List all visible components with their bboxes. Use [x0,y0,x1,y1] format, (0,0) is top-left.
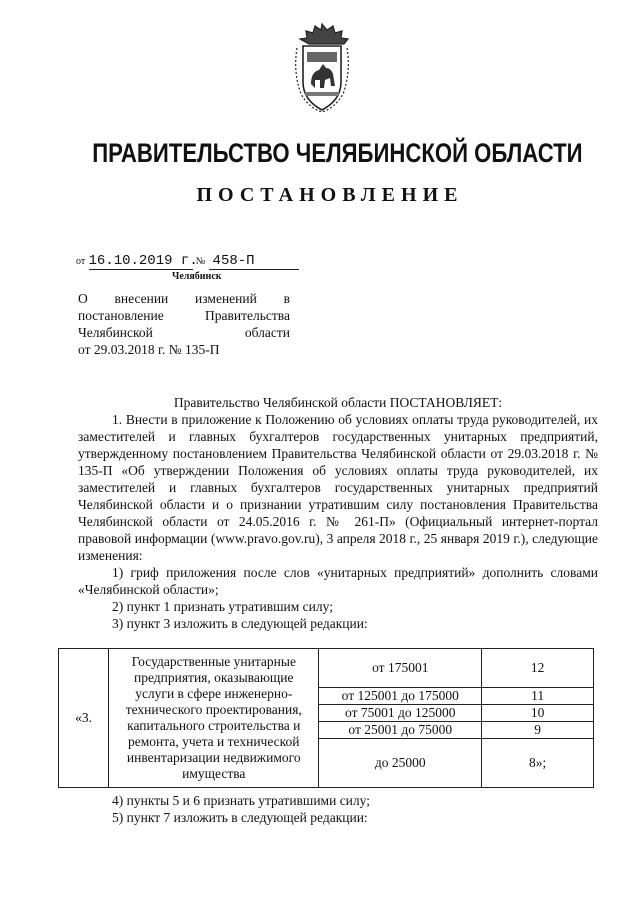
from-label: от [76,256,86,267]
item-5: 5) пункт 7 изложить в следующей редакции: [112,810,368,825]
subject-line: Челябинской области [78,325,290,340]
subject-line: от 29.03.2018 г. № 135-П [78,342,220,357]
table-value: 11 [482,688,594,705]
paragraph-1: 1. Внести в приложение к Положению об условиях оплаты труда руководителей, их заместителей и главных бухгалтеров государственных унитарных предприятий, утвержденному постановлением Правительства Челябинской области от 29.03.2018 г. № 135-П «Об утверждении Положения об условиях оплаты труда руководителей, их заместителей и главных бухгалтеров государственных унитарных предприятий Челябинской области и о признании утратившим силу постановления Правительства Челябинской области от 24.05.2016 г. № 261-П» (Официальный интернет-портал правовой информации (www.pravo.gov.ru), 3 апреля 2018 г., 25 января 2019 г.), следующие изменения: [78,412,598,563]
document-date: 16.10.2019 г. [88,253,198,269]
table-category: Государственные унитарные предприятия, оказывающие услуги в сфере инженерно-технического проектирования, капитального строительства и ремонта, учета и технической инвентаризации недвижимого имущества [109,649,319,788]
table-value: 10 [482,705,594,722]
table-value: 12 [482,649,594,688]
document-continuation [78,792,598,826]
table-value: 9 [482,722,594,739]
item-1: 1) гриф приложения после слов «унитарных предприятий» дополнить словами «Челябинской области»; [78,565,598,597]
rates-table [58,648,594,788]
table-row [59,649,594,688]
table-range: до 25000 [319,739,482,788]
document-type: ПОСТАНОВЛЕНИЕ [196,184,464,206]
table-range: от 175001 [319,649,482,688]
subject-line: постановление Правительства [78,308,290,323]
item-3: 3) пункт 3 изложить в следующей редакции: [112,616,368,631]
item-4: 4) пункты 5 и 6 признать утратившими силу; [112,793,370,808]
decree-line: Правительство Челябинской области ПОСТАНОВЛЯЕТ: [173,395,503,410]
table-value: 8»; [482,739,594,788]
table-range: от 125001 до 175000 [319,688,482,705]
item-2: 2) пункт 1 признать утратившим силу; [112,599,333,614]
number-label: № [195,256,206,267]
document-meta [76,252,299,272]
table-range: от 75001 до 125000 [319,705,482,722]
chelyabinsk-coat-of-arms-icon [289,22,355,114]
city: Челябинск [172,271,222,282]
table-range: от 25001 до 75000 [319,722,482,739]
table-mark: «3. [59,649,109,788]
document-number: 458-П [209,253,299,270]
subject-line: О внесении изменений в [78,291,290,306]
government-title: ПРАВИТЕЛЬСТВО ЧЕЛЯБИНСКОЙ ОБЛАСТИ [92,138,583,168]
document-subject [78,290,290,358]
document-body [78,394,598,632]
